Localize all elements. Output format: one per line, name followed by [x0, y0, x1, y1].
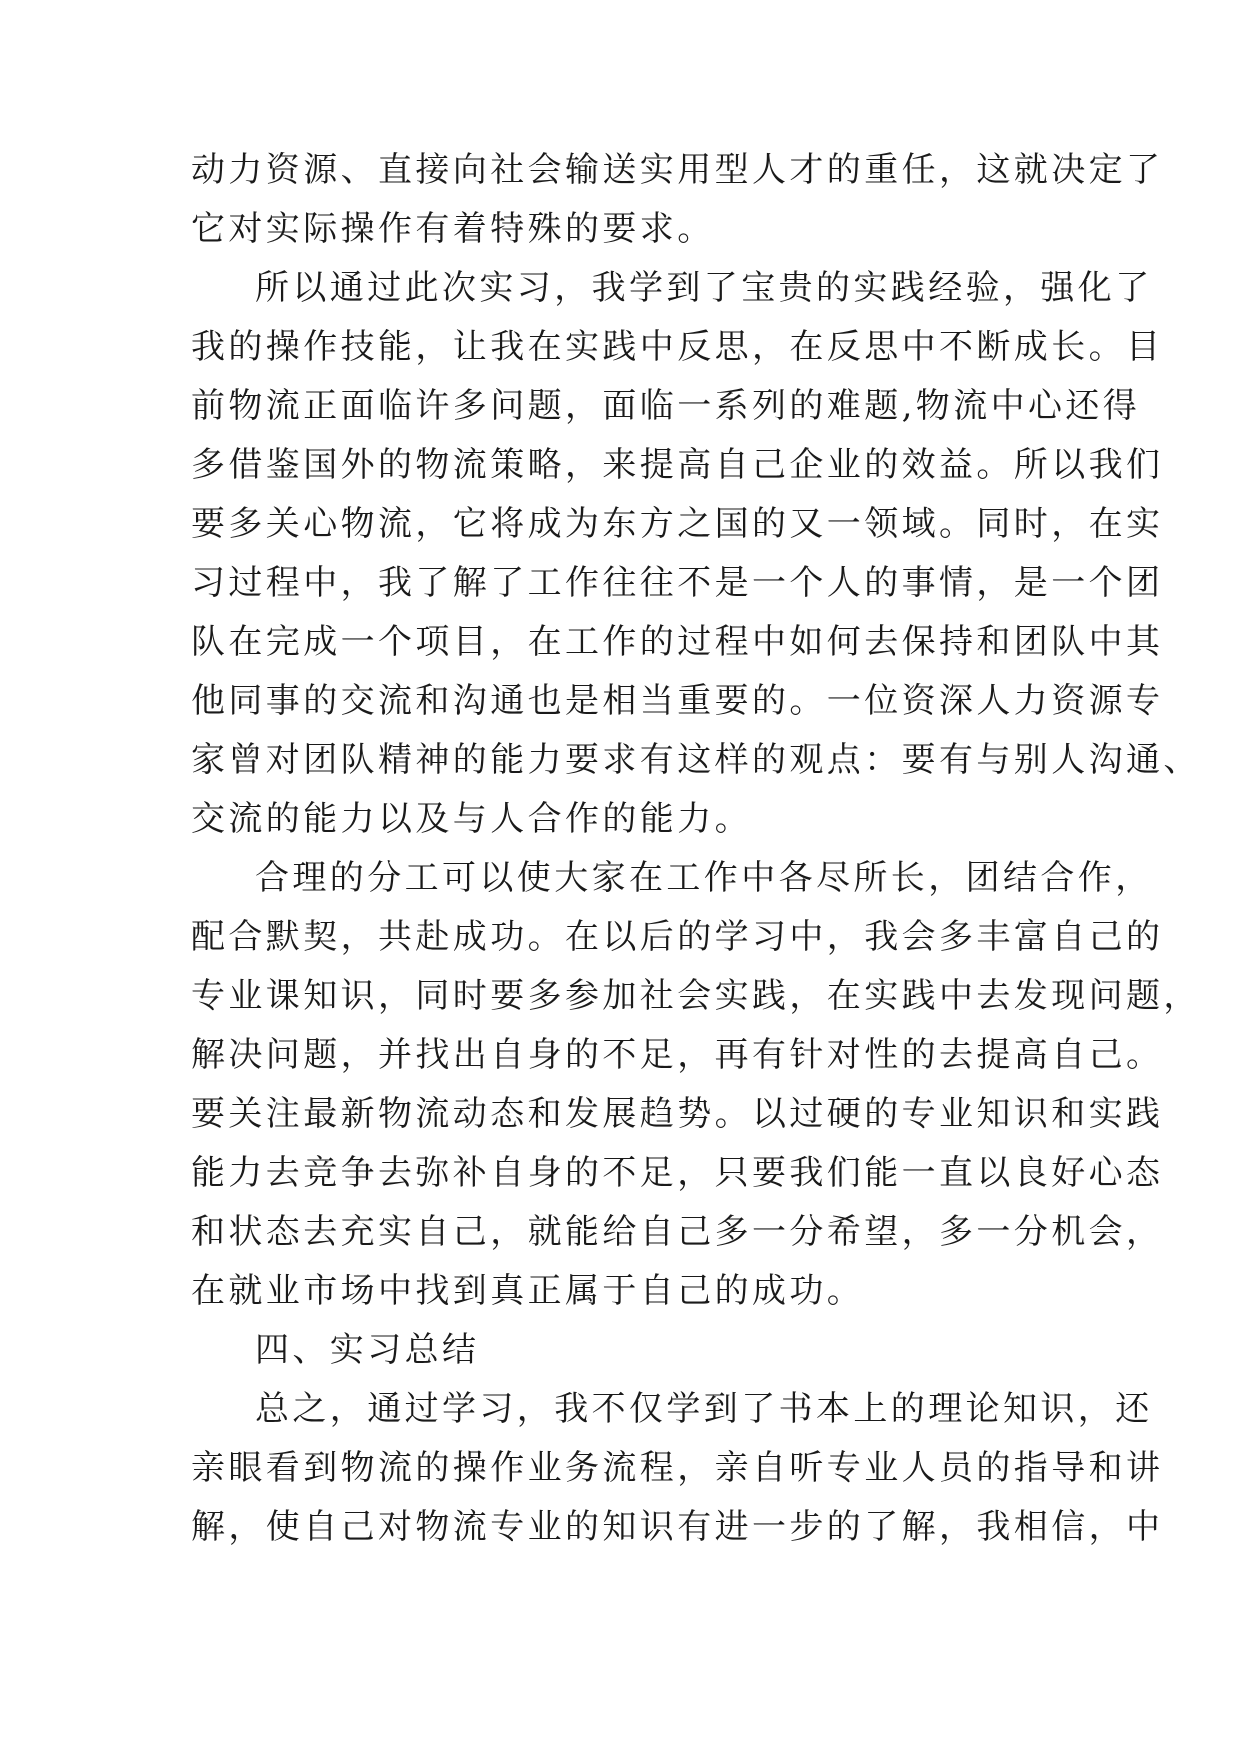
paragraph-start-line: 所以通过此次实习，我学到了宝贵的实践经验，强化了: [255, 268, 1153, 308]
text-line: 多借鉴国外的物流策略，来提高自己企业的效益。所以我们: [191, 445, 1164, 485]
text-line: 配合默契，共赴成功。在以后的学习中，我会多丰富自己的: [191, 917, 1164, 957]
text-line: 家曾对团队精神的能力要求有这样的观点：要有与别人沟通、: [191, 740, 1201, 780]
text-line: 解决问题，并找出自身的不足，再有针对性的去提高自己。: [191, 1035, 1164, 1075]
text-line: 习过程中，我了解了工作往往不是一个人的事情，是一个团: [191, 563, 1164, 603]
text-line: 它对实际操作有着特殊的要求。: [191, 209, 715, 249]
text-line: 专业课知识，同时要多参加社会实践，在实践中去发现问题，: [191, 976, 1201, 1016]
text-line: 亲眼看到物流的操作业务流程，亲自听专业人员的指导和讲: [191, 1448, 1164, 1488]
text-line: 交流的能力以及与人合作的能力。: [191, 799, 752, 839]
paragraph-start-line: 合理的分工可以使大家在工作中各尽所长，团结合作，: [255, 858, 1153, 898]
text-line: 我的操作技能，让我在实践中反思，在反思中不断成长。目: [191, 327, 1164, 367]
text-line: 解，使自己对物流专业的知识有进一步的了解，我相信，中: [191, 1507, 1164, 1547]
paragraph-start-line: 总之，通过学习，我不仅学到了书本上的理论知识，还: [255, 1389, 1153, 1429]
text-line: 和状态去充实自己，就能给自己多一分希望，多一分机会，: [191, 1212, 1164, 1252]
text-line: 他同事的交流和沟通也是相当重要的。一位资深人力资源专: [191, 681, 1164, 721]
text-line: 队在完成一个项目，在工作的过程中如何去保持和团队中其: [191, 622, 1164, 662]
section-heading: 四、实习总结: [255, 1330, 480, 1370]
text-line: 要关注最新物流动态和发展趋势。以过硬的专业知识和实践: [191, 1094, 1164, 1134]
text-line: 前物流正面临许多问题，面临一系列的难题,物流中心还得: [191, 386, 1141, 426]
text-line: 在就业市场中找到真正属于自己的成功。: [191, 1271, 865, 1311]
text-line: 动力资源、直接向社会输送实用型人才的重任，这就决定了: [191, 150, 1164, 190]
text-line: 要多关心物流，它将成为东方之国的又一领域。同时，在实: [191, 504, 1164, 544]
text-line: 能力去竞争去弥补自身的不足，只要我们能一直以良好心态: [191, 1153, 1164, 1193]
